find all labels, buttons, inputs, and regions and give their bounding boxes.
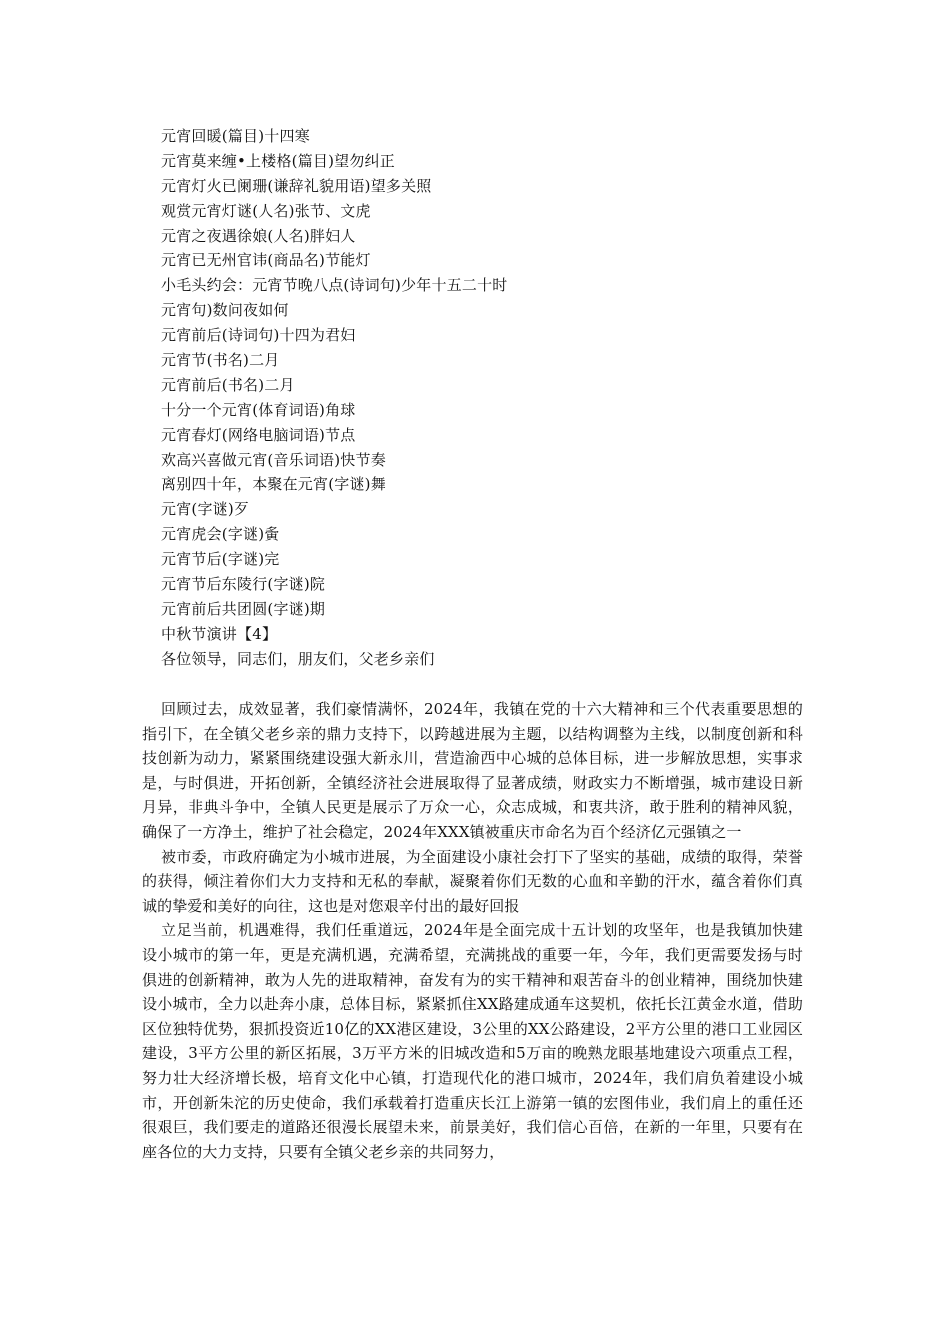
speech-body [142,697,803,1164]
speech-salutation: 各位领导，同志们，朋友们，父老乡亲们 [161,649,435,668]
riddle-line: 元宵回暖(篇目)十四寒 [161,127,310,145]
riddle-line: 元宵节后(字谜)完 [161,550,280,569]
speech-paragraph: 立足当前，机遇难得，我们任重道远，2024年是全面完成十五计划的攻坚年，也是我镇加快建设小城市的第一年，更是充满机遇，充满希望，充满挑战的重要一年，今年，我们更需要发扬与时俱进的创新精神，敢为人先的进取精神，奋发有为的实干精神和艰苦奋斗的创业精神，围绕加快建设小城市，全力以赴奔小康，总体目标，紧紧抓住XX路建成通车这契机，依托长江黄金水道，借助区位独特优势，狠抓投资近10亿的XX港区建设，3公里的XX公路建设，2平方公里的港口工业园区建设，3平方公里的新区拓展，3万平方米的旧城改造和5万亩的晚熟龙眼基地建设六项重点工程，努力壮大经济增长极，培育文化中心镇，打造现代化的港口城市，2024年，我们肩负着建设小城市，开创新朱沱的历史使命，我们承载着打造重庆长江上游第一镇的宏图伟业，我们肩上的重任还很艰巨，我们要走的道路还很漫长展望未来，前景美好，我们信心百倍，在新的一年里，只要有在座各位的大力支持，只要有全镇父老乡亲的共同努力， [142,921,803,1161]
riddle-line: 离别四十年，本聚在元宵(字谜)舞 [161,475,386,494]
riddle-line: 元宵已无州官讳(商品名)节能灯 [161,251,371,270]
riddle-line: 元宵灯火已阑珊(谦辞礼貌用语)望多关照 [161,176,432,195]
riddle-line: 元宵节(书名)二月 [161,351,280,370]
riddle-line: 元宵节后东陵行(字谜)院 [161,575,326,594]
riddle-line: 十分一个元宵(体育词语)角球 [161,400,356,419]
riddle-line: 元宵前后(书名)二月 [161,375,295,394]
riddle-line: 元宵春灯(网络电脑词语)节点 [161,425,356,444]
lantern-riddle-list [161,124,801,672]
riddle-line: 观赏元宵灯谜(人名)张节、文虎 [161,201,371,220]
riddle-line: 元宵前后(诗词句)十四为君妇 [161,326,356,345]
riddle-line: 元宵虎会(字谜)夤 [161,525,280,544]
speech-paragraph: 回顾过去，成效显著，我们豪情满怀，2024年，我镇在党的十六大精神和三个代表重要思想的指引下，在全镇父老乡亲的鼎力支持下，以跨越进展为主题，以结构调整为主线，以制度创新和科技创新为动力，紧紧围绕建设强大新永川，营造渝西中心城的总体目标，进一步解放思想，实事求是，与时俱进，开拓创新，全镇经济社会进展取得了显著成绩，财政实力不断增强，城市建设日新月异，非典斗争中，全镇人民更是展示了万众一心，众志成城，和衷共济，敢于胜利的精神风貌，确保了一方净土，维护了社会稳定，2024年XXX镇被重庆市命名为百个经济亿元强镇之一 [142,700,803,841]
riddle-line: 元宵(字谜)歹 [161,500,250,519]
riddle-line: 小毛头约会：元宵节晚八点(诗词句)少年十五二十时 [161,276,508,295]
riddle-line: 元宵莫来缠•上楼格(篇目)望勿纠正 [161,151,395,170]
section-heading: 中秋节演讲【4】 [161,624,278,643]
riddle-line: 元宵前后共团圆(字谜)期 [161,599,326,618]
riddle-line: 元宵之夜遇徐娘(人名)胖妇人 [161,226,356,245]
speech-paragraph: 被市委，市政府确定为小城市进展，为全面建设小康社会打下了坚实的基础，成绩的取得，荣誉的获得，倾注着你们大力支持和无私的奉献，凝聚着你们无数的心血和辛勤的汗水，蕴含着你们真诚的挚爱和美好的向往，这也是对您艰辛付出的最好回报 [142,847,803,915]
riddle-line: 欢高兴喜做元宵(音乐词语)快节奏 [161,450,386,469]
riddle-line: 元宵句)数问夜如何 [161,301,289,320]
